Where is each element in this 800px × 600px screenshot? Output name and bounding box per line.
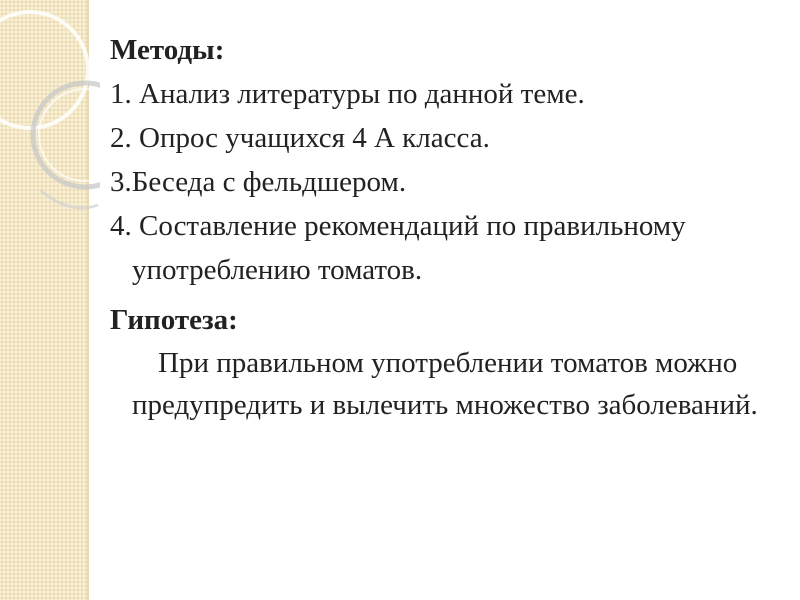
methods-heading: Методы: xyxy=(110,34,225,66)
hypothesis-text: При правильном употреблении томатов можно предупредить и вылечить множество заболеваний. xyxy=(132,347,758,421)
method-item-2: 2. Опрос учащихся 4 А класса. xyxy=(110,122,490,154)
hypothesis-heading: Гипотеза: xyxy=(110,304,238,336)
slide-content xyxy=(110,28,770,426)
method-item-3: 3.Беседа с фельдшером. xyxy=(110,166,407,198)
method-item-1: 1. Анализ литературы по данной теме. xyxy=(110,78,585,110)
method-item-4: 4. Составление рекомендаций по правильному употреблению томатов. xyxy=(110,210,686,286)
decorative-circles xyxy=(0,0,100,240)
